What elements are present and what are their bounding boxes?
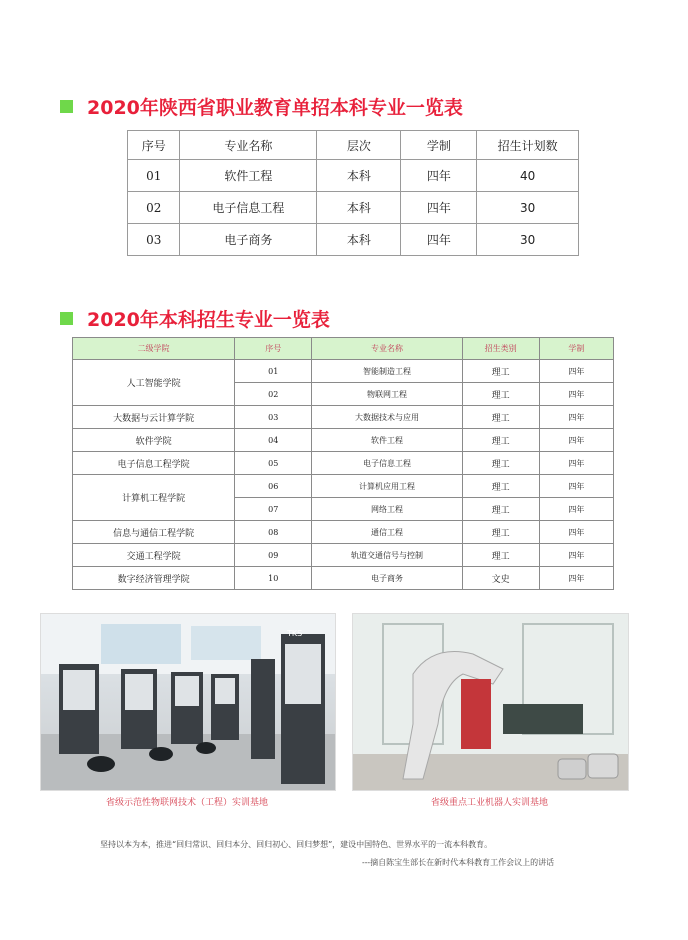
green-square-icon [60,312,73,325]
row-years: 四年 [539,498,613,521]
row-major: 物联网工程 [312,383,462,406]
row-no: 04 [235,429,312,452]
row-major: 电子信息工程 [180,192,317,224]
row-category: 理工 [462,360,539,383]
iot-lab-photo [40,613,336,791]
table-row [128,192,579,224]
row-no: 03 [235,406,312,429]
table-header-row [73,338,614,360]
college-cell: 交通工程学院 [73,544,235,567]
section2-title-text: 2020年本科招生专业一览表 [87,309,330,331]
row-major: 软件工程 [312,429,462,452]
table-row [73,452,614,475]
footer-source: ---摘自陈宝生部长在新时代本科教育工作会议上的讲话 [362,858,555,867]
row-major: 网络工程 [312,498,462,521]
row-major: 计算机应用工程 [312,475,462,498]
row-category: 理工 [462,383,539,406]
college-cell: 软件学院 [73,429,235,452]
table-row [73,406,614,429]
table-row [73,544,614,567]
row-major: 电子商务 [180,224,317,256]
table-row [73,475,614,498]
row-quota: 30 [477,224,579,256]
header-college: 二级学院 [73,338,235,360]
college-cell: 信息与通信工程学院 [73,521,235,544]
row-no: 02 [235,383,312,406]
row-category: 理工 [462,521,539,544]
robot-lab-photo [352,613,629,791]
row-category: 理工 [462,406,539,429]
row-major: 大数据技术与应用 [312,406,462,429]
row-years: 四年 [539,544,613,567]
row-category: 理工 [462,544,539,567]
row-quota: 40 [477,160,579,192]
row-category: 理工 [462,498,539,521]
row-no: 10 [235,567,312,590]
green-square-icon [60,100,73,113]
row-no: 08 [235,521,312,544]
photo2-caption: 省级重点工业机器人实训基地 [430,798,548,808]
row-major: 智能制造工程 [312,360,462,383]
footer-quote: 坚持以本为本，推进“回归常识、回归本分、回归初心、回归梦想”，建设中国特色、世界水平的一流本科教育。 [100,840,493,849]
row-no: 03 [128,224,180,256]
table-header-row [128,131,579,160]
row-category: 文史 [462,567,539,590]
row-category: 理工 [462,429,539,452]
row-major: 电子商务 [312,567,462,590]
row-level: 本科 [317,160,401,192]
header-category: 招生类别 [462,338,539,360]
table-row [73,521,614,544]
row-level: 本科 [317,192,401,224]
header-years: 学制 [401,131,477,160]
table-row [73,567,614,590]
row-years: 四年 [539,406,613,429]
row-no: 06 [235,475,312,498]
row-quota: 30 [477,192,579,224]
row-major: 软件工程 [180,160,317,192]
row-no: 01 [128,160,180,192]
row-years: 四年 [539,452,613,475]
row-no: 09 [235,544,312,567]
iot-lab-illustration [41,614,335,790]
row-category: 理工 [462,475,539,498]
section1-title-text: 2020年陕西省职业教育单招本科专业一览表 [87,97,463,119]
row-years: 四年 [539,521,613,544]
row-major: 轨道交通信号与控制 [312,544,462,567]
section1-title [60,93,463,120]
college-cell: 大数据与云计算学院 [73,406,235,429]
table-row [128,224,579,256]
row-no: 01 [235,360,312,383]
table-row [128,160,579,192]
row-years: 四年 [539,383,613,406]
row-years: 四年 [539,429,613,452]
college-cell: 电子信息工程学院 [73,452,235,475]
row-years: 四年 [401,224,477,256]
row-years: 四年 [401,160,477,192]
row-no: 05 [235,452,312,475]
row-years: 四年 [539,475,613,498]
header-no: 序号 [128,131,180,160]
row-category: 理工 [462,452,539,475]
table-row [73,360,614,383]
row-years: 四年 [539,360,613,383]
header-no: 序号 [235,338,312,360]
header-major: 专业名称 [312,338,462,360]
undergraduate-majors-table [72,337,614,590]
single-enrollment-table [127,130,579,256]
row-major: 电子信息工程 [312,452,462,475]
robot-lab-illustration [353,614,628,790]
college-cell: 数字经济管理学院 [73,567,235,590]
row-level: 本科 [317,224,401,256]
row-no: 07 [235,498,312,521]
row-years: 四年 [401,192,477,224]
header-level: 层次 [317,131,401,160]
table-row [73,429,614,452]
sign-text: TKS [287,629,303,638]
header-major: 专业名称 [180,131,317,160]
row-major: 通信工程 [312,521,462,544]
row-no: 02 [128,192,180,224]
row-years: 四年 [539,567,613,590]
header-quota: 招生计划数 [477,131,579,160]
college-cell: 人工智能学院 [73,360,235,406]
header-years: 学制 [539,338,613,360]
photo1-caption: 省级示范性物联网技术（工程）实训基地 [105,798,268,808]
college-cell: 计算机工程学院 [73,475,235,521]
section2-title [60,305,330,332]
